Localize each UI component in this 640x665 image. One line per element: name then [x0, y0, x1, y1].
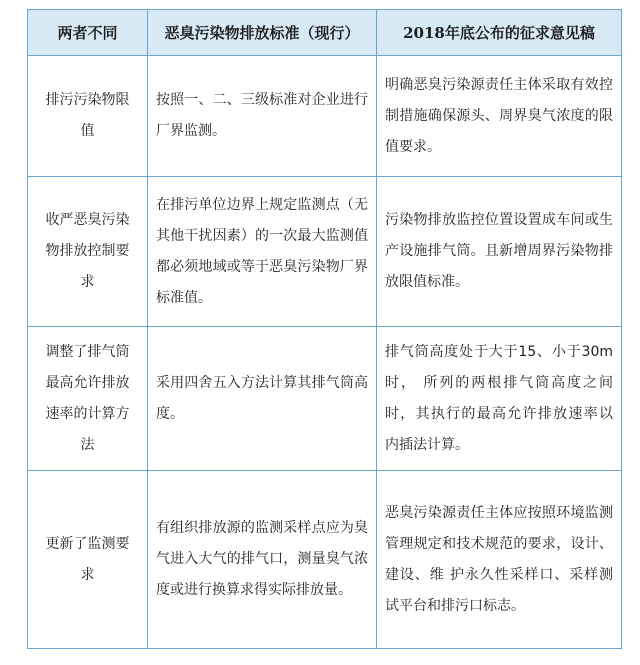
table-row [28, 56, 622, 177]
row-draft: 明确恶臭污染源责任主体采取有效控制措施确保源头、周界臭气浓度的限值要求。 [377, 56, 622, 177]
comparison-table [27, 9, 622, 649]
row-draft: 污染物排放监控位置设置成车间或生产设施排气筒。且新增周界污染物排放限值标准。 [377, 177, 622, 327]
row-aspect: 调整了排气筒最高允许排放速率的计算方法 [28, 327, 148, 471]
table-row [28, 177, 622, 327]
row-aspect: 收严恶臭污染物排放控制要求 [28, 177, 148, 327]
row-draft: 恶臭污染源责任主体应按照环境监测管理规定和技术规范的要求，设计、建设、维 护永久性采样口、采样测试平台和排污口标志。 [377, 471, 622, 649]
header-difference: 两者不同 [28, 10, 148, 56]
row-current: 有组织排放源的监测采样点应为臭气进入大气的排气口，测量臭气浓度或进行换算求得实际排放量。 [148, 471, 377, 649]
table-header-row [28, 10, 622, 56]
header-current-standard: 恶臭污染物排放标准（现行） [148, 10, 377, 56]
row-aspect: 排污污染物限值 [28, 56, 148, 177]
row-current: 按照一、二、三级标准对企业进行厂界监测。 [148, 56, 377, 177]
header-draft-2018: 2018年底公布的征求意见稿 [377, 10, 622, 56]
table-row [28, 327, 622, 471]
row-aspect: 更新了监测要求 [28, 471, 148, 649]
row-draft: 排气筒高度处于大于15、小于30m时， 所列的两根排气筒高度之间时，其执行的最高允许排放速率以 内插法计算。 [377, 327, 622, 471]
row-current: 采用四舍五入方法计算其排气筒高度。 [148, 327, 377, 471]
comparison-table-container [27, 9, 621, 649]
row-current: 在排污单位边界上规定监测点（无其他干扰因素）的一次最大监测值都必须地域或等于恶臭污染物厂界标准值。 [148, 177, 377, 327]
table-row [28, 471, 622, 649]
